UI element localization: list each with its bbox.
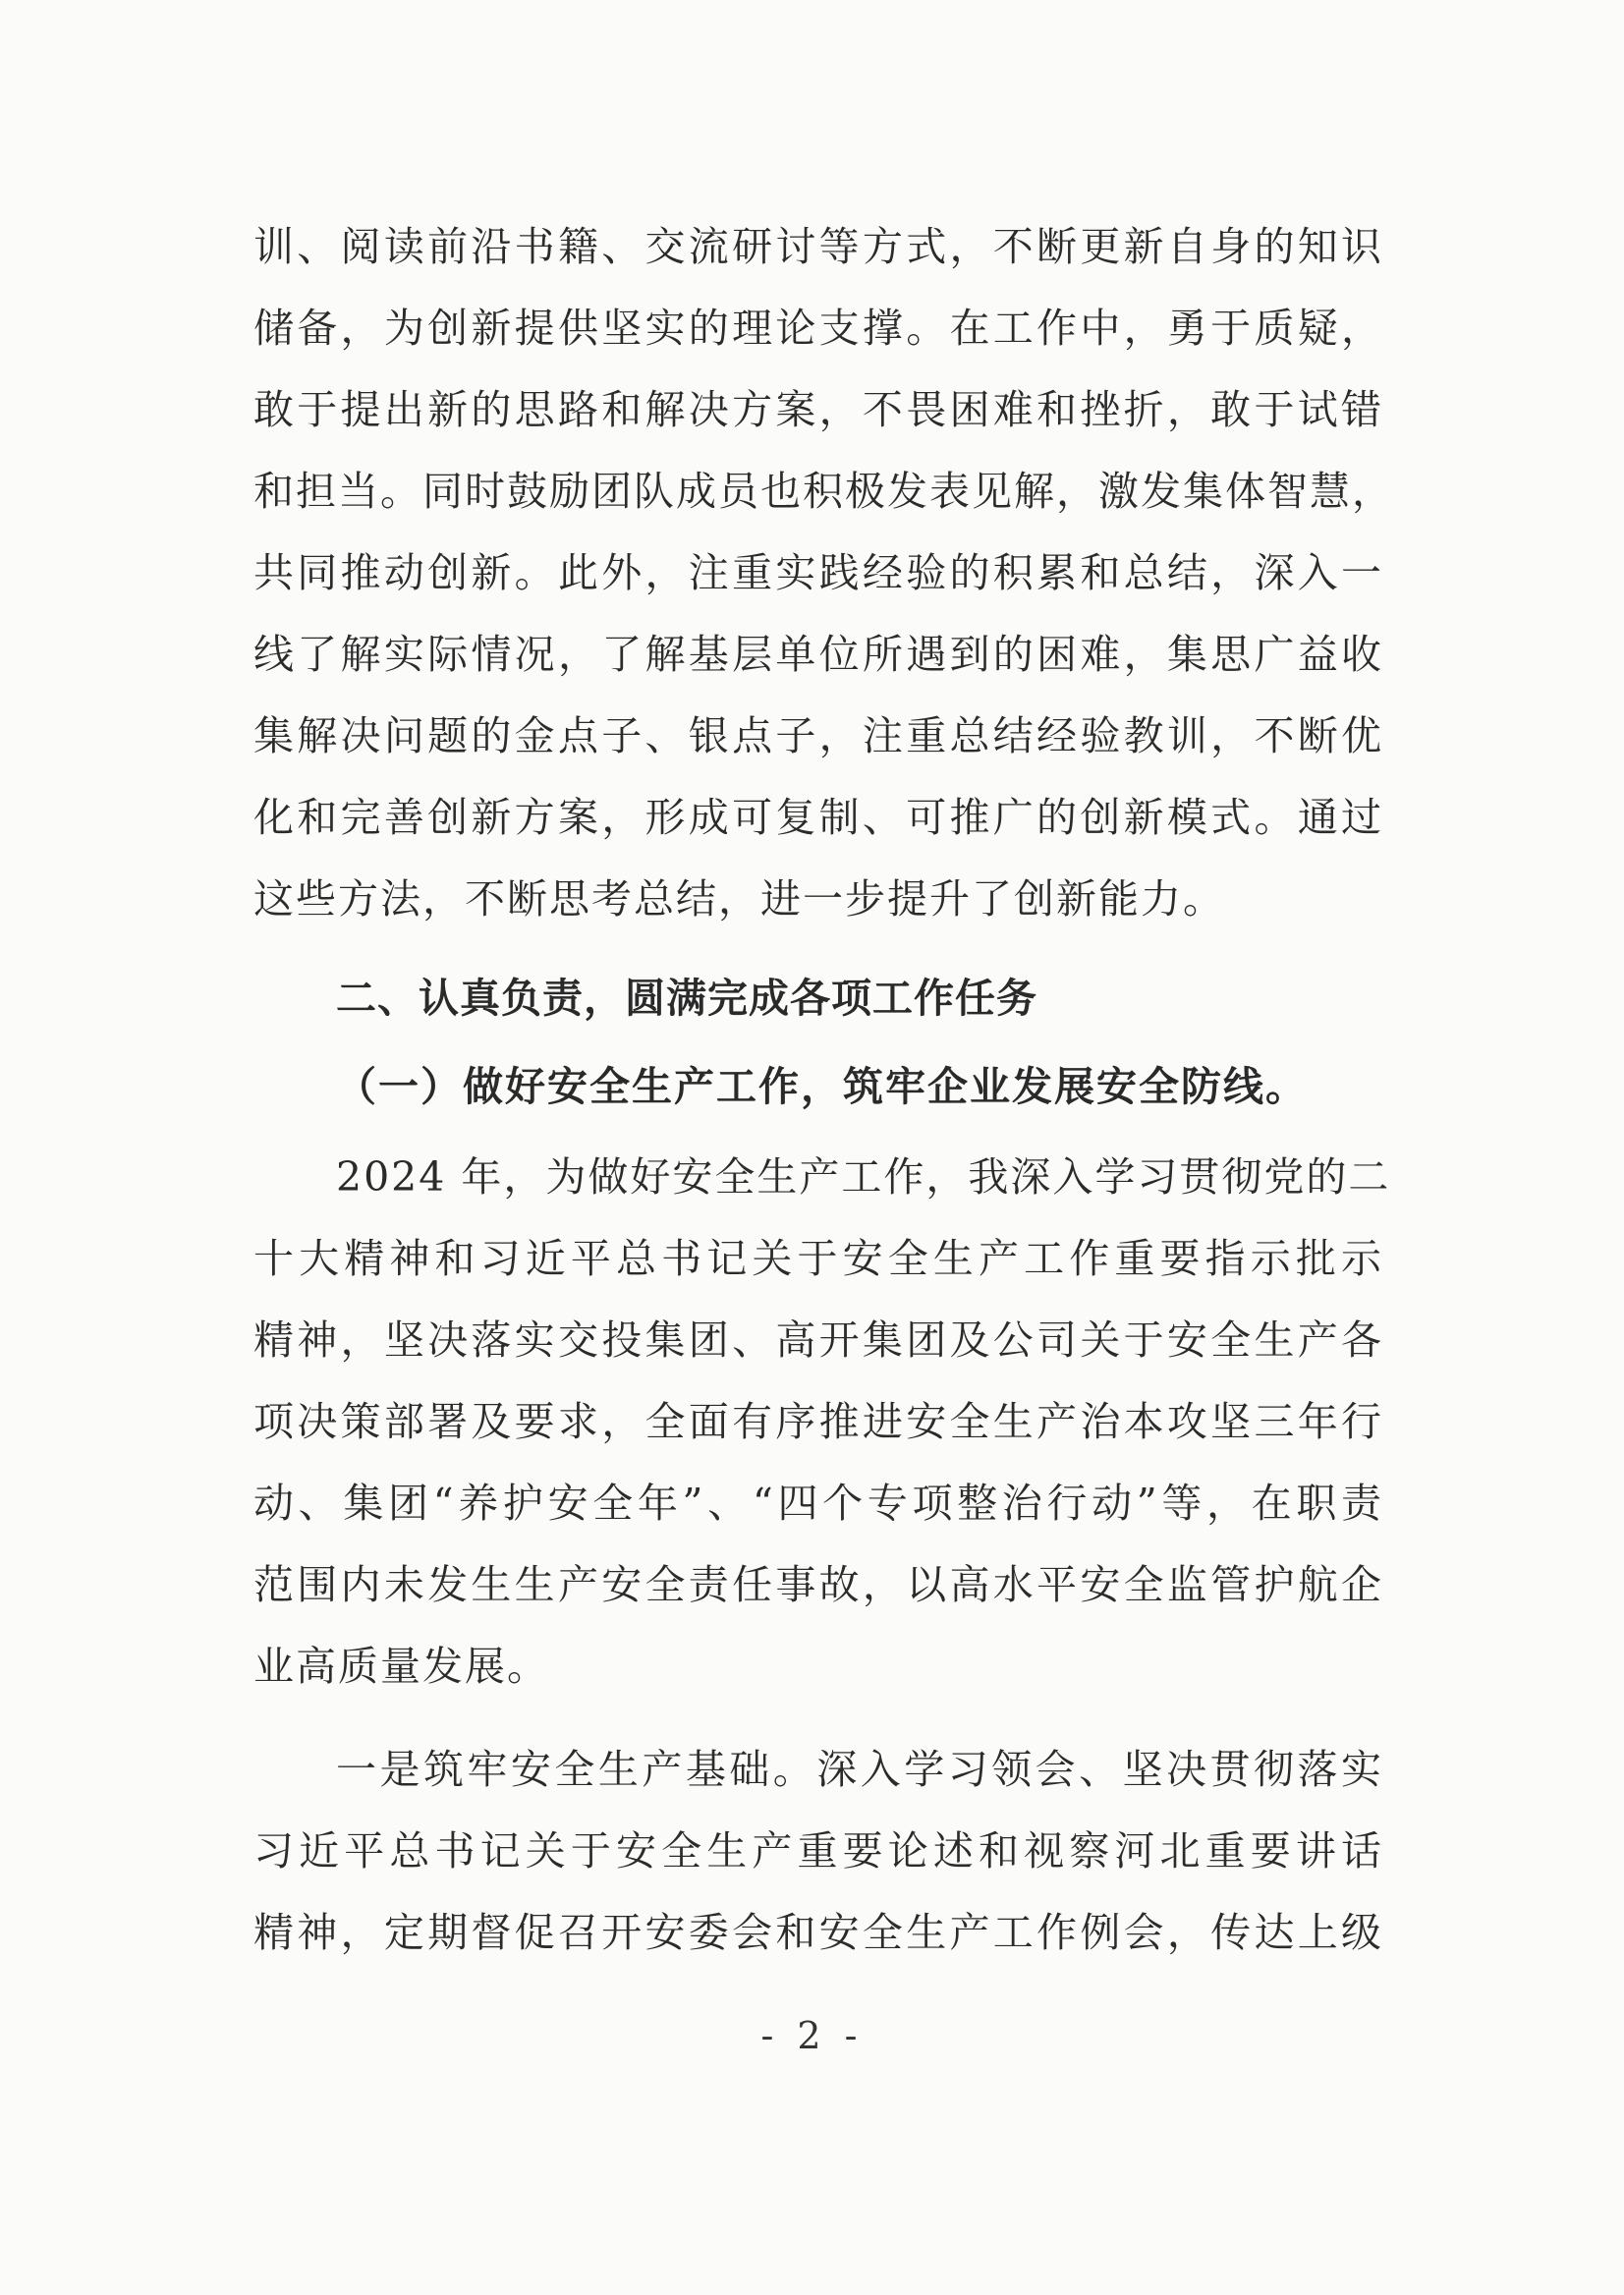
page-number: - 2 - xyxy=(760,2014,864,2057)
text-line: 化和完善创新方案，形成可复制、可推广的创新模式。通过 xyxy=(253,794,1383,841)
text-line: 范围内未发生生产安全责任事故，以高水平安全监管护航企 xyxy=(253,1561,1383,1608)
text-line: 2024 年，为做好安全生产工作，我深入学习贯彻党的二 xyxy=(336,1153,1391,1201)
section-heading: 二、认真负责，圆满完成各项工作任务 xyxy=(336,975,1037,1022)
text-line: 这些方法，不断思考总结，进一步提升了创新能力。 xyxy=(253,875,1225,923)
text-line: 精神，定期督促召开安委会和安全生产工作例会，传达上级 xyxy=(253,1909,1383,1956)
text-line: 动、集团“养护安全年”、“四个专项整治行动”等，在职责 xyxy=(253,1480,1383,1527)
text-line: 线了解实际情况，了解基层单位所遇到的困难，集思广益收 xyxy=(253,631,1383,678)
document-body xyxy=(253,206,1394,1974)
text-line: 敢于提出新的思路和解决方案，不畏困难和挫折，敢于试错 xyxy=(253,386,1383,433)
text-line: 业高质量发展。 xyxy=(253,1643,549,1690)
text-line: 十大精神和习近平总书记关于安全生产工作重要指示批示 xyxy=(253,1235,1383,1282)
paragraph-innovation xyxy=(253,206,1394,940)
subsection-heading: （一）做好安全生产工作，筑牢企业发展安全防线。 xyxy=(336,1063,1308,1110)
text-line: 集解决问题的金点子、银点子，注重总结经验教训，不断优 xyxy=(253,712,1383,759)
text-line: 精神，坚决落实交投集团、高开集团及公司关于安全生产各 xyxy=(253,1316,1383,1364)
text-line: 习近平总书记关于安全生产重要论述和视察河北重要讲话 xyxy=(253,1827,1383,1875)
text-line: 训、阅读前沿书籍、交流研讨等方式，不断更新自身的知识 xyxy=(253,223,1383,270)
section-headings xyxy=(253,954,1383,1131)
text-line: 一是筑牢安全生产基础。深入学习领会、坚决贯彻落实 xyxy=(336,1746,1383,1793)
paragraph-safety-overview xyxy=(253,1137,1391,1707)
text-line: 共同推动创新。此外，注重实践经验的积累和总结，深入一 xyxy=(253,549,1383,596)
paragraph-safety-foundation xyxy=(253,1729,1383,1974)
text-line: 储备，为创新提供坚实的理论支撑。在工作中，勇于质疑， xyxy=(253,305,1383,352)
text-line: 和担当。同时鼓励团队成员也积极发表见解，激发集体智慧， xyxy=(253,468,1394,515)
text-line: 项决策部署及要求，全面有序推进安全生产治本攻坚三年行 xyxy=(253,1398,1383,1445)
